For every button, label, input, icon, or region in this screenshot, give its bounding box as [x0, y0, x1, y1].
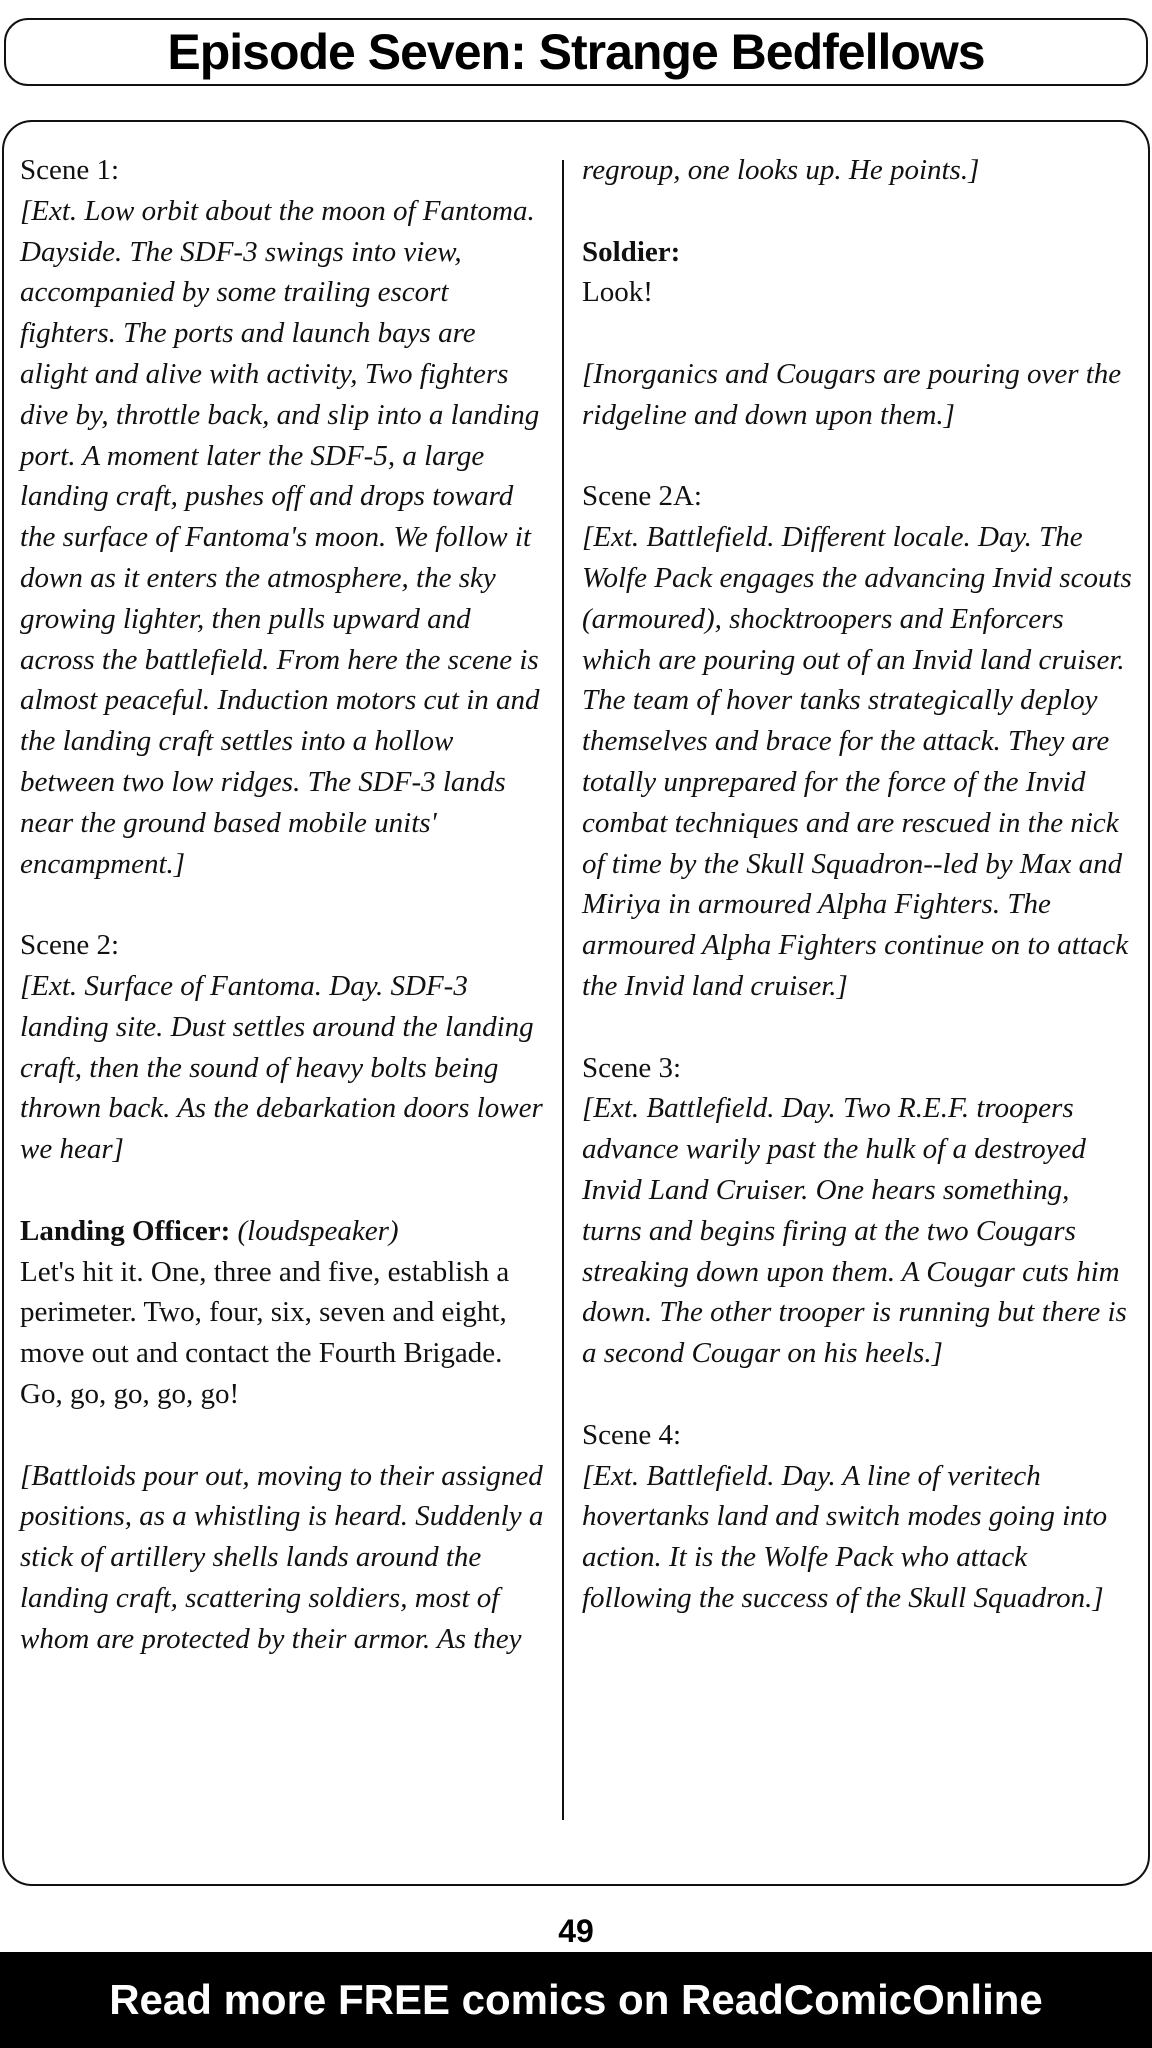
scene-2a-direction: [Ext. Battlefield. Different locale. Day. The Wolfe Pack engages the advancing Invid scouts (armoured), shocktroopers and Enforcers which are pouring out of an Invid land cruiser. The team of hover tanks strategically deploy themselves and brace for the attack. They are totally unprepared for the force of the Invid combat techniques and are rescued in the nick of time by the Skull Squadron--led by Max and Miriya in armoured Alpha Fighters. The armoured Alpha Fighters continue on to attack the Invid land cruiser.]	[582, 521, 1132, 1002]
promo-footer-banner[interactable]	[0, 1952, 1152, 2048]
soldier-dialogue	[582, 232, 1134, 314]
scene-3-heading: Scene 3:	[582, 1051, 682, 1084]
episode-title: Episode Seven: Strange Bedfellows	[167, 24, 985, 80]
landing-officer-line: Let's hit it. One, three and five, establish a perimeter. Two, four, six, seven and eight, move out and contact the Fourth Brigade. Go, go, go, go, go!	[20, 1255, 510, 1410]
battloids-direction: [Battloids pour out, moving to their assigned positions, as a whistling is heard. Suddenly a stick of artillery shells lands around the landing craft, scattering soldiers, most of whom are protected by their armor. As they	[20, 1459, 544, 1655]
left-column	[20, 150, 550, 1659]
inorganics-paragraph	[582, 354, 1134, 436]
promo-footer-text[interactable]: Read more FREE comics on ReadComicOnline	[109, 1976, 1043, 2023]
inorganics-direction: [Inorganics and Cougars are pouring over the ridgeline and down upon them.]	[582, 357, 1122, 431]
scene-4	[582, 1415, 1134, 1619]
scene-4-heading: Scene 4:	[582, 1418, 682, 1451]
scene-2-heading: Scene 2:	[20, 929, 120, 962]
scene-1-heading: Scene 1:	[20, 154, 120, 186]
scene-2-direction: [Ext. Surface of Fantoma. Day. SDF-3 landing site. Dust settles around the landing craft, then the sound of heavy bolts being thrown back. As the debarkation doors lower we hear]	[20, 969, 543, 1166]
soldier-line: Look!	[582, 276, 653, 309]
episode-title-box	[4, 18, 1148, 86]
scene-2	[20, 925, 550, 1170]
page-number: 49	[558, 1913, 594, 1949]
continued-direction: regroup, one looks up. He points.]	[582, 154, 980, 186]
scene-4-direction: [Ext. Battlefield. Day. A line of veritech hovertanks land and switch modes going into action. It is the Wolfe Pack who attack following the success of the Skull Squadron.]	[582, 1459, 1108, 1614]
continued-paragraph	[582, 150, 1134, 191]
scene-1	[20, 150, 550, 884]
scene-1-direction: [Ext. Low orbit about the moon of Fantoma. Dayside. The SDF-3 swings into view, accompanied by some trailing escort fighters. The ports and launch bays are alight and alive with activity, Two fighters dive by, throttle back, and slip into a landing port. A moment later the SDF-5, a large landing craft, pushes off and drops toward the surface of Fantoma's moon. We follow it down as it enters the atmosphere, the sky growing lighter, then pulls upward and across the battlefield. From here the scene is almost peaceful. Induction motors cut in and the landing craft settles into a hollow between two low ridges. The SDF-3 lands near the ground based mobile units' encampment.]	[20, 194, 540, 880]
landing-officer-parenthetical: (loudspeaker)	[237, 1214, 399, 1247]
right-column	[582, 150, 1134, 1619]
soldier-speaker: Soldier:	[582, 235, 681, 268]
battloids-paragraph	[20, 1456, 550, 1660]
scene-2a-heading: Scene 2A:	[582, 480, 702, 513]
scene-3-direction: [Ext. Battlefield. Day. Two R.E.F. troopers advance warily past the hulk of a destroyed Invid Land Cruiser. One hears something, turns and begins firing at the two Cougars streaking down upon them. A Cougar cuts him down. The other trooper is running but there is a second Cougar on his heels.]	[582, 1092, 1127, 1370]
landing-officer-dialogue	[20, 1211, 550, 1415]
scene-2a	[582, 476, 1134, 1006]
landing-officer-speaker: Landing Officer:	[20, 1214, 231, 1247]
column-divider	[562, 160, 564, 1820]
scene-3	[582, 1048, 1134, 1374]
